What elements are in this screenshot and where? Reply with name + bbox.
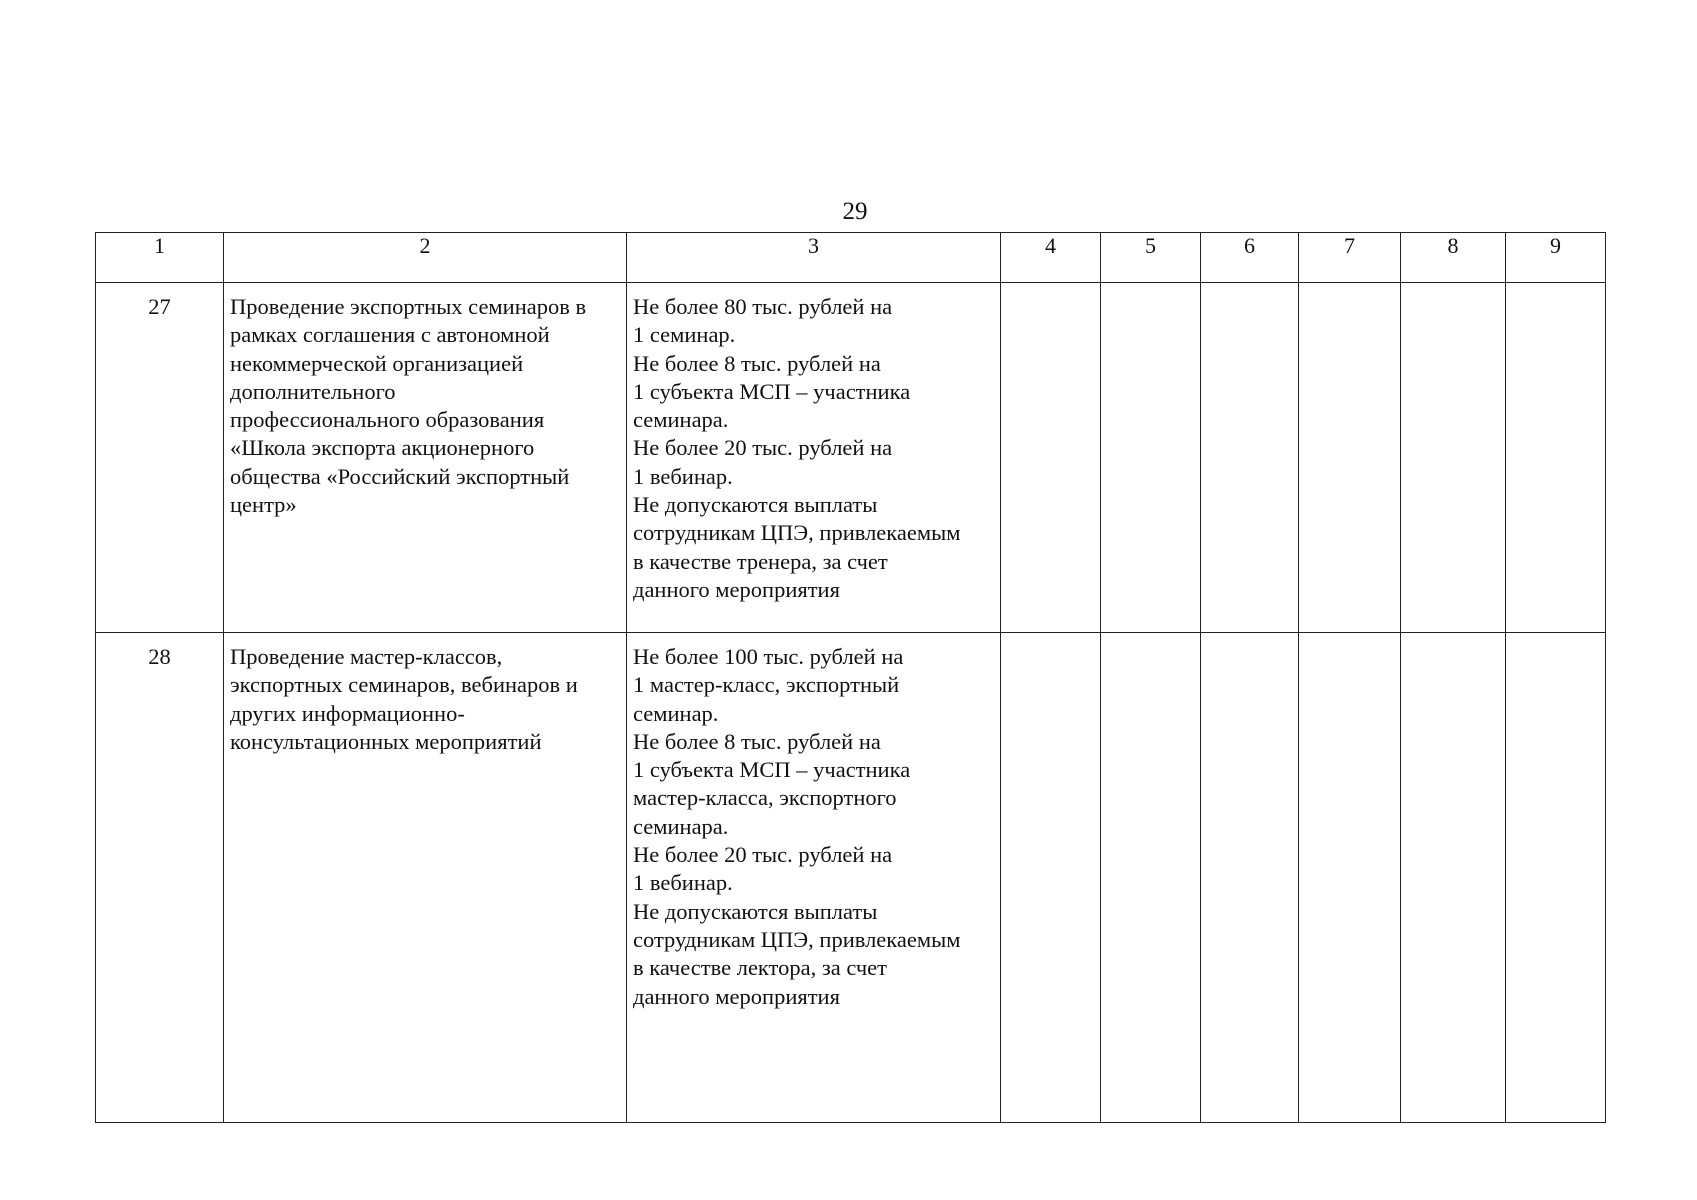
limits-line: данного мероприятия <box>633 576 840 602</box>
limits-line: семинара. <box>633 407 729 433</box>
limits-line: 1 субъекта МСП – участника <box>633 757 911 783</box>
limits-line: 1 вебинар. <box>633 463 733 489</box>
limits-line: Не более 8 тыс. рублей на <box>633 728 881 754</box>
limits-line: в качестве тренера, за счет <box>633 548 888 574</box>
limits-line: Не допускаются выплаты <box>633 492 878 518</box>
header-cell: 3 <box>627 233 1001 283</box>
description-line: центр» <box>230 492 297 518</box>
limits-line: Не допускаются выплаты <box>633 898 878 924</box>
row-number: 28 <box>96 633 224 1123</box>
empty-cell <box>1001 633 1101 1123</box>
empty-cell <box>1401 633 1506 1123</box>
limits-line: 1 семинар. <box>633 322 736 348</box>
description-line: «Школа экспорта акционерного <box>230 435 535 461</box>
empty-cell <box>1101 633 1201 1123</box>
empty-cell <box>1201 633 1299 1123</box>
limits-line: сотрудникам ЦПЭ, привлекаемым <box>633 520 961 546</box>
description-line: экспортных семинаров, вебинаров и <box>230 672 578 698</box>
description-line: Проведение мастер-классов, <box>230 644 503 669</box>
limits-line: в качестве лектора, за счет <box>633 955 888 981</box>
empty-cell <box>1506 633 1606 1123</box>
measure-limits <box>627 633 1001 1123</box>
header-cell: 7 <box>1299 233 1401 283</box>
empty-cell <box>1299 633 1401 1123</box>
description-line: других информационно- <box>230 700 465 726</box>
table-header-row <box>96 233 1606 283</box>
empty-cell <box>1001 283 1101 633</box>
limits-line: данного мероприятия <box>633 983 840 1009</box>
description-line: профессионального образования <box>230 407 545 433</box>
table-row <box>96 633 1606 1123</box>
empty-cell <box>1201 283 1299 633</box>
description-line: консультационных мероприятий <box>230 728 542 754</box>
measures-table <box>95 232 1606 1123</box>
description-line: некоммерческой организацией <box>230 350 524 376</box>
limits-line: 1 субъекта МСП – участника <box>633 378 911 404</box>
limits-line: Не более 20 тыс. рублей на <box>633 842 893 868</box>
description-line: общества «Российский экспортный <box>230 463 570 489</box>
empty-cell <box>1401 283 1506 633</box>
measure-description <box>224 633 627 1123</box>
header-cell: 9 <box>1506 233 1606 283</box>
measure-description <box>224 283 627 633</box>
header-cell: 5 <box>1101 233 1201 283</box>
header-cell: 4 <box>1001 233 1101 283</box>
description-line: рамках соглашения с автономной <box>230 322 550 348</box>
empty-cell <box>1299 283 1401 633</box>
header-cell: 8 <box>1401 233 1506 283</box>
table-row <box>96 283 1606 633</box>
limits-line: семинара. <box>633 813 729 839</box>
header-cell: 2 <box>224 233 627 283</box>
limits-line: семинар. <box>633 700 719 726</box>
header-cell: 1 <box>96 233 224 283</box>
header-cell: 6 <box>1201 233 1299 283</box>
limits-line: Не более 8 тыс. рублей на <box>633 350 881 376</box>
page-number: 29 <box>842 198 868 225</box>
limits-line: Не более 100 тыс. рублей на <box>633 644 904 669</box>
description-line: Проведение экспортных семинаров в <box>230 294 587 319</box>
row-number: 27 <box>96 283 224 633</box>
empty-cell <box>1101 283 1201 633</box>
limits-line: Не более 80 тыс. рублей на <box>633 294 893 319</box>
measure-limits <box>627 283 1001 633</box>
limits-line: 1 вебинар. <box>633 870 733 896</box>
limits-line: сотрудникам ЦПЭ, привлекаемым <box>633 926 961 952</box>
limits-line: 1 мастер-класс, экспортный <box>633 672 900 698</box>
limits-line: Не более 20 тыс. рублей на <box>633 435 893 461</box>
description-line: дополнительного <box>230 378 396 404</box>
limits-line: мастер-класса, экспортного <box>633 785 897 811</box>
empty-cell <box>1506 283 1606 633</box>
